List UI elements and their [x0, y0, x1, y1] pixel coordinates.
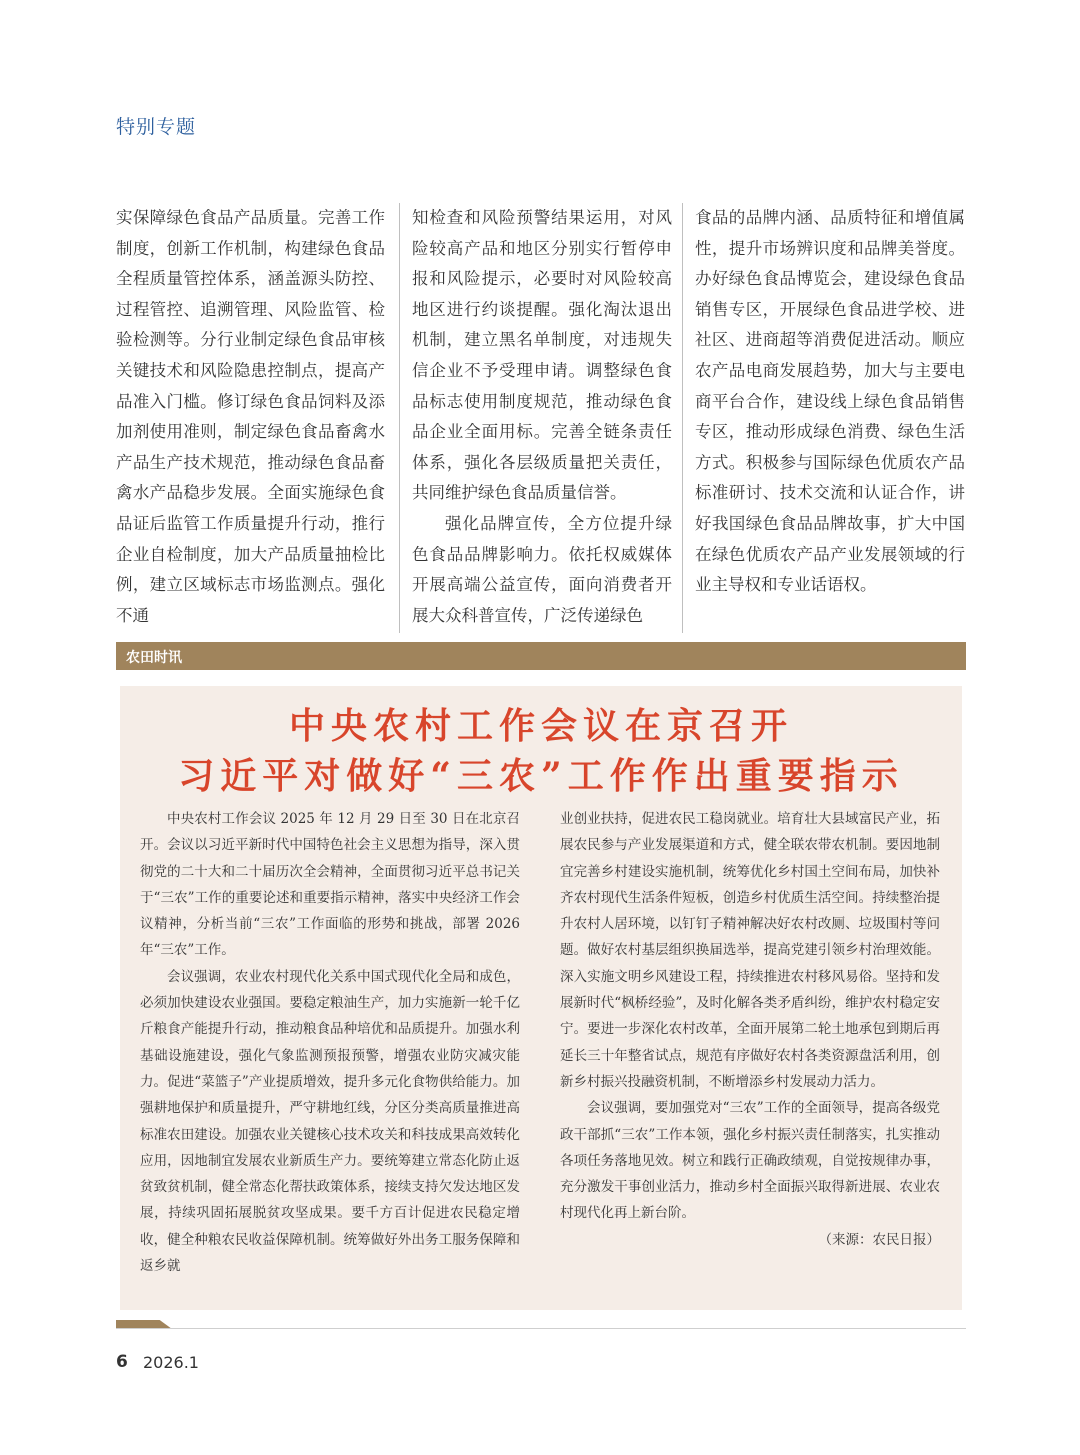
news-paragraph: 会议强调，农业农村现代化关系中国式现代化全局和成色，必须加快建设农业强国。要稳定粮油生产，加力实施新一轮千亿斤粮食产能提升行动，推动粮食品种培优和品质提升。加强水利基础设施建设，强化气象监测预报预警，增强农业防灾减灾能力。促进“菜篮子”产业提质增效，提升多元化食物供给能力。加强耕地保护和质量提升，严守耕地红线，分区分类高质量推进高标准农田建设。加强农业关键核心技术攻关和科技成果高效转化应用，因地制宜发展农业新质生产力。要统筹建立常态化防止返贫致贫机制，健全常态化帮扶政策体系，接续支持欠发达地区发展，持续巩固拓展脱贫攻坚成果。要千方百计促进农民稳定增收，健全种粮农民收益保障机制。统筹做好外出务工服务保障和返乡就 — [140, 968, 520, 1275]
news-headline-line-1: 中央农村工作会议在京召开 — [288, 705, 793, 747]
footer-divider — [116, 1328, 966, 1329]
article-paragraph: 食品的品牌内涵、品质特征和增值属性，提升市场辨识度和品牌美誉度。办好绿色食品博览会，建设绿色食品销售专区，开展绿色食品进学校、进社区、进商超等消费促进活动。顺应农产品电商发展趋势，加大与主要电商平台合作，建设线上绿色食品销售专区，推动形成绿色消费、绿色生活方式。积极参与国际绿色优质农产品标准研讨、技术交流和认证合作，讲好我国绿色食品品牌故事，扩大中国在绿色优质农产品产业发展领域的行业主导权和专业话语权。 — [695, 208, 965, 595]
article-paragraph: 知检查和风险预警结果运用，对风险较高产品和地区分别实行暂停申报和风险提示，必要时对风险较高地区进行约谈提醒。强化淘汰退出机制，建立黑名单制度，对违规失信企业不予受理申请。调整绿色食品标志使用制度规范，推动绿色食品企业全面用标。完善全链条责任体系，强化各层级质量把关责任，共同维护绿色食品质量信誉。 — [412, 208, 672, 503]
news-box — [120, 686, 962, 1310]
article-column-3 — [682, 203, 965, 633]
top-article-columns — [116, 203, 966, 633]
news-source: （来源：农民日报） — [818, 1231, 940, 1248]
news-headline-line-2: 习近平对做好“三农”工作作出重要指示 — [178, 755, 904, 797]
article-column-1 — [116, 203, 399, 633]
news-section-label: 农田时讯 — [126, 650, 182, 666]
page-number: 6 — [116, 1352, 128, 1372]
article-paragraph: 实保障绿色食品产品质量。完善工作制度，创新工作机制，构建绿色食品全程质量管控体系，涵盖源头防控、过程管控、追溯管理、风险监管、检验检测等。分行业制定绿色食品审核关键技术和风险隐患控制点，提高产品准入门槛。修订绿色食品饲料及添加剂使用准则，制定绿色食品畜禽水产品生产技术规范，推动绿色食品畜禽水产品稳步发展。全面实施绿色食品证后监管工作质量提升行动，推行企业自检制度，加大产品质量抽检比例，建立区域标志市场监测点。强化不通 — [116, 208, 385, 625]
article-paragraph: 强化品牌宣传，全方位提升绿色食品品牌影响力。依托权威媒体开展高端公益宣传，面向消费者开展大众科普宣传，广泛传递绿色 — [412, 513, 672, 625]
article-column-2 — [399, 203, 682, 633]
news-column-left — [140, 806, 520, 1306]
issue-number: 2026.1 — [143, 1353, 199, 1372]
news-section-bar — [116, 642, 966, 670]
news-paragraph: 业创业扶持，促进农民工稳岗就业。培育壮大县域富民产业，拓展农民参与产业发展渠道和方式，健全联农带农机制。要因地制宜完善乡村建设实施机制，统筹优化乡村国土空间布局，加快补齐农村现代生活条件短板，创造乡村优质生活空间。持续整治提升农村人居环境，以钉钉子精神解决好农村改厕、垃圾围村等问题。做好农村基层组织换届选举，提高党建引领乡村治理效能。深入实施文明乡风建设工程，持续推进农村移风易俗。坚持和发展新时代“枫桥经验”，及时化解各类矛盾纠纷，维护农村稳定安宁。要进一步深化农村改革，全面开展第二轮土地承包到期后再延长三十年整省试点，规范有序做好农村各类资源盘活利用，创新乡村振兴投融资机制，不断增添乡村发展动力活力。 — [560, 811, 940, 1090]
section-label: 特别专题 — [116, 116, 197, 138]
news-paragraph: 会议强调，要加强党对“三农”工作的全面领导，提高各级党政干部抓“三农”工作本领，强化乡村振兴责任制落实，扎实推动各项任务落地见效。树立和践行正确政绩观，自觉按规律办事，充分激发干事创业活力，推动乡村全面振兴取得新进展、农业农村现代化再上新台阶。 — [560, 1100, 940, 1222]
news-column-right — [560, 806, 940, 1306]
news-paragraph: 中央农村工作会议 2025 年 12 月 29 日至 30 日在北京召开。会议以习近平新时代中国特色社会主义思想为指导，深入贯彻党的二十大和二十届历次全会精神，全面贯彻习近平总书记关于“三农”工作的重要论述和重要指示精神，落实中央经济工作会议精神，分析当前“三农”工作面临的形势和挑战，部署 2026 年“三农”工作。 — [140, 811, 520, 959]
news-columns — [140, 806, 940, 1306]
